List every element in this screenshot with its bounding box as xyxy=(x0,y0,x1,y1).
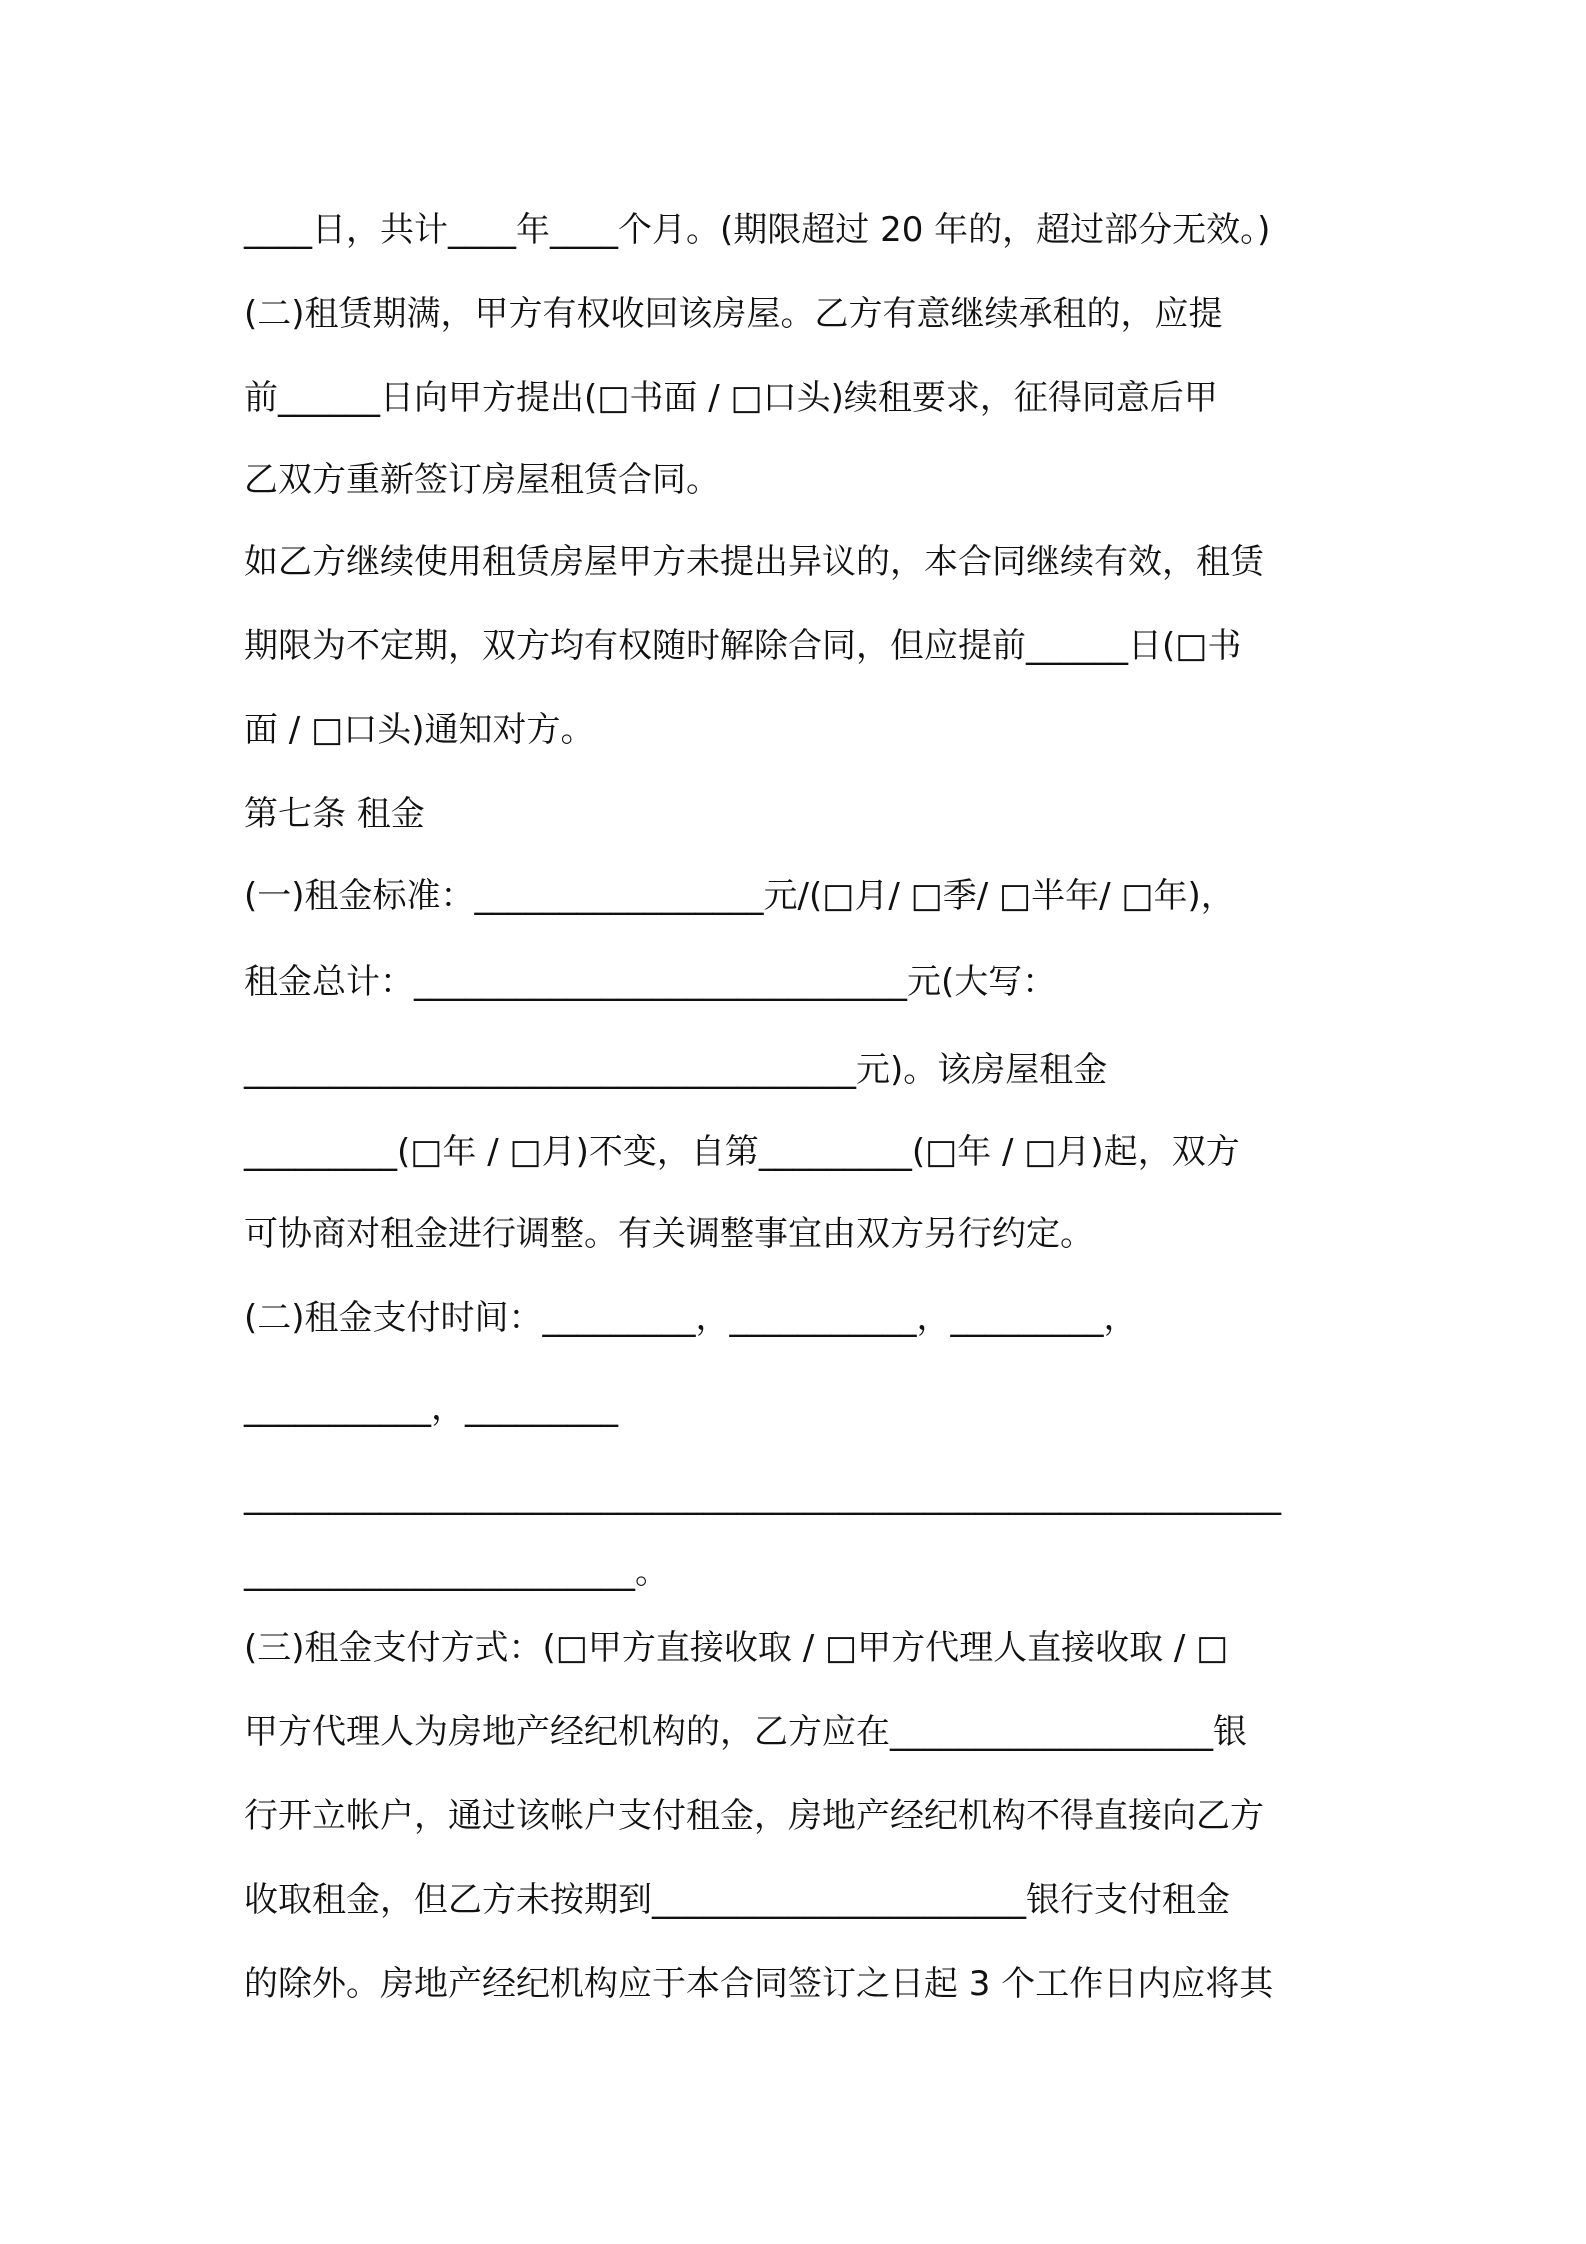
text-line: (一)租金标准：_________________元/(□月/ □季/ □半年/ □年)， xyxy=(244,876,1235,916)
text-line: _________(□年 / □月)不变，自第_________(□年 / □月)起，双方 xyxy=(244,1132,1240,1172)
text-line: _____________________________________________________________ xyxy=(244,1476,1281,1516)
text-line: ____________________________________元)。该房屋租金 xyxy=(244,1050,1108,1090)
text-line: 甲方代理人为房地产经纪机构的，乙方应在___________________银 xyxy=(244,1712,1247,1752)
text-line: 的除外。房地产经纪机构应于本合同签订之日起 3 个工作日内应将其 xyxy=(244,1964,1274,2004)
text-line: 期限为不定期，双方均有权随时解除合同，但应提前______日(□书 xyxy=(244,626,1242,666)
text-line: 收取租金，但乙方未按期到______________________银行支付租金 xyxy=(244,1880,1230,1920)
text-line: 可协商对租金进行调整。有关调整事宜由双方另行约定。 xyxy=(244,1214,1094,1254)
text-line: (二)租金支付时间：_________，___________，_________， xyxy=(244,1298,1138,1338)
text-line: 前______日向甲方提出(□书面 / □口头)续租要求，征得同意后甲 xyxy=(244,378,1218,418)
section-heading: 第七条 租金 xyxy=(244,794,425,834)
text-line: ____日，共计____年____个月。(期限超过 20 年的，超过部分无效。) xyxy=(244,210,1271,250)
text-line: 租金总计：_____________________________元(大写： xyxy=(244,962,1057,1002)
text-line: ___________，_________ xyxy=(244,1388,618,1428)
text-line: _______________________。 xyxy=(244,1552,669,1592)
text-line: 乙双方重新签订房屋租赁合同。 xyxy=(244,460,720,500)
text-line: 如乙方继续使用租赁房屋甲方未提出异议的，本合同继续有效，租赁 xyxy=(244,542,1264,582)
text-line: (三)租金支付方式：(□甲方直接收取 / □甲方代理人直接收取 / □ xyxy=(244,1628,1229,1668)
text-line: 面 / □口头)通知对方。 xyxy=(244,710,595,750)
text-line: 行开立帐户，通过该帐户支付租金，房地产经纪机构不得直接向乙方 xyxy=(244,1796,1264,1836)
text-line: (二)租赁期满，甲方有权收回该房屋。乙方有意继续承租的，应提 xyxy=(244,294,1223,334)
